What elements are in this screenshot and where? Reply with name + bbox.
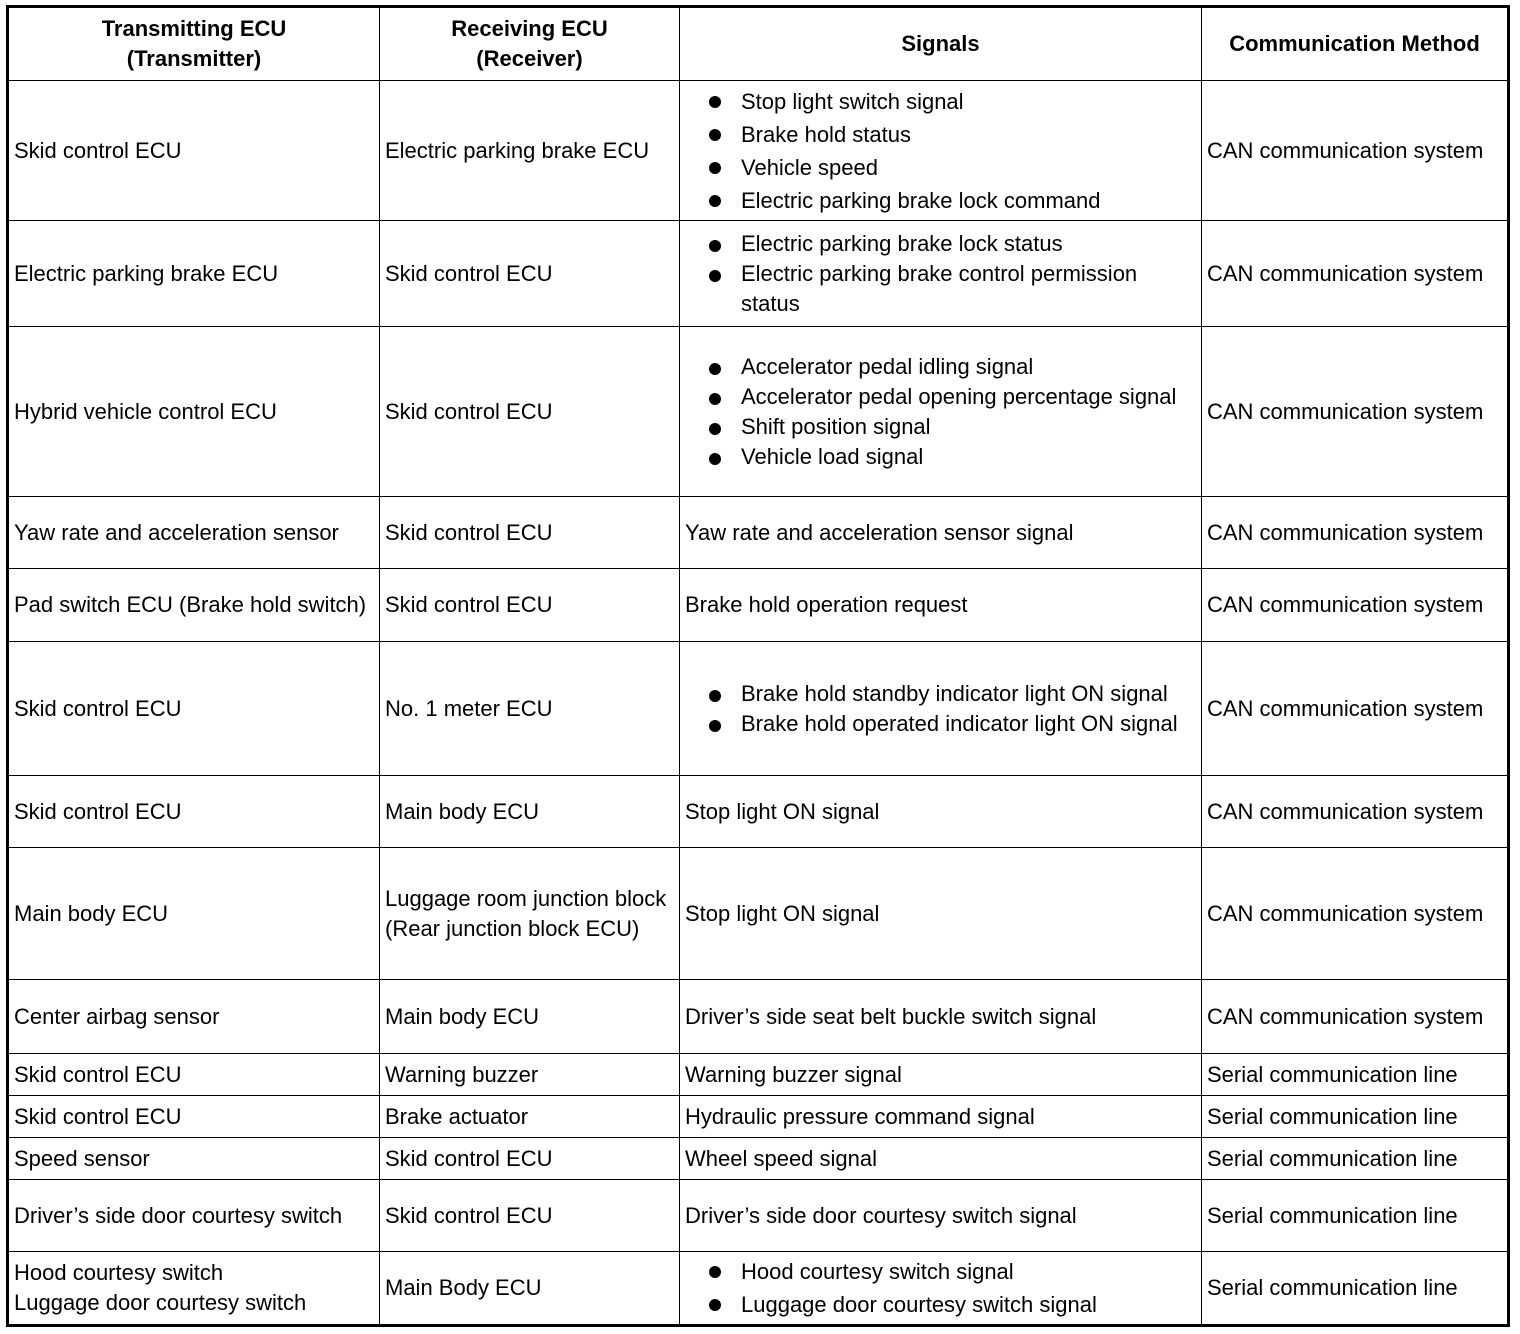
- signals-cell: Brake hold operation request: [680, 569, 1202, 642]
- receiver-cell: Skid control ECU: [380, 327, 680, 497]
- signal-item: Shift position signal: [707, 412, 1196, 442]
- signal-item: Brake hold standby indicator light ON signal: [707, 679, 1196, 709]
- receiver-cell: Brake actuator: [380, 1096, 680, 1138]
- method-cell: CAN communication system: [1202, 497, 1509, 569]
- method-cell: Serial communication line: [1202, 1054, 1509, 1096]
- header-transmitter-line: (Transmitter): [126, 46, 262, 71]
- header-transmitter-line: Transmitting ECU: [101, 16, 287, 41]
- table-row: [8, 1138, 1509, 1180]
- receiver-cell: Skid control ECU: [380, 221, 680, 327]
- method-cell: CAN communication system: [1202, 848, 1509, 980]
- table-row: [8, 980, 1509, 1054]
- transmitter-cell: Skid control ECU: [8, 1096, 380, 1138]
- table-row: [8, 642, 1509, 776]
- signal-item: Electric parking brake control permission status: [707, 259, 1196, 319]
- transmitter-cell: Main body ECU: [8, 848, 380, 980]
- method-cell: CAN communication system: [1202, 221, 1509, 327]
- transmitter-cell: [8, 1252, 380, 1326]
- signals-cell: [680, 642, 1202, 776]
- table-header-row: [8, 7, 1509, 81]
- signals-cell: [680, 327, 1202, 497]
- transmitter-cell: Electric parking brake ECU: [8, 221, 380, 327]
- table-row: [8, 221, 1509, 327]
- signal-list: [685, 679, 1196, 739]
- transmitter-cell: Skid control ECU: [8, 642, 380, 776]
- signals-cell: Yaw rate and acceleration sensor signal: [680, 497, 1202, 569]
- transmitter-cell: Speed sensor: [8, 1138, 380, 1180]
- signals-cell: Driver’s side seat belt buckle switch signal: [680, 980, 1202, 1054]
- header-receiver: [380, 7, 680, 81]
- table-row: [8, 327, 1509, 497]
- signal-list: [685, 352, 1196, 472]
- document-page: [6, 5, 1510, 1327]
- transmitter-cell: Skid control ECU: [8, 1054, 380, 1096]
- ecu-communication-table: [6, 5, 1510, 1327]
- method-cell: CAN communication system: [1202, 642, 1509, 776]
- signal-item: Brake hold operated indicator light ON signal: [707, 709, 1196, 739]
- method-cell: CAN communication system: [1202, 776, 1509, 848]
- signal-item: Electric parking brake lock status: [707, 229, 1196, 259]
- receiver-line: Luggage room junction block: [385, 885, 667, 911]
- signal-item: Brake hold status: [707, 118, 1196, 151]
- signal-list: [685, 1255, 1196, 1321]
- signal-item: Accelerator pedal idling signal: [707, 352, 1196, 382]
- receiver-cell: Warning buzzer: [380, 1054, 680, 1096]
- signal-item: Stop light switch signal: [707, 85, 1196, 118]
- transmitter-cell: Center airbag sensor: [8, 980, 380, 1054]
- method-cell: Serial communication line: [1202, 1252, 1509, 1326]
- header-receiver-line: Receiving ECU: [451, 16, 608, 41]
- method-cell: CAN communication system: [1202, 980, 1509, 1054]
- signal-item: Luggage door courtesy switch signal: [707, 1288, 1196, 1321]
- receiver-cell: Skid control ECU: [380, 497, 680, 569]
- table-row: [8, 1096, 1509, 1138]
- receiver-line: (Rear junction block ECU): [385, 915, 640, 941]
- signals-cell: Stop light ON signal: [680, 848, 1202, 980]
- signal-item: Vehicle speed: [707, 151, 1196, 184]
- signals-cell: Hydraulic pressure command signal: [680, 1096, 1202, 1138]
- method-cell: CAN communication system: [1202, 569, 1509, 642]
- transmitter-cell: Skid control ECU: [8, 776, 380, 848]
- receiver-cell: Main Body ECU: [380, 1252, 680, 1326]
- receiver-cell: Skid control ECU: [380, 1180, 680, 1252]
- transmitter-cell: Skid control ECU: [8, 81, 380, 221]
- signals-cell: [680, 81, 1202, 221]
- signal-item: Accelerator pedal opening percentage signal: [707, 382, 1196, 412]
- table-row: [8, 1252, 1509, 1326]
- receiver-cell: Skid control ECU: [380, 569, 680, 642]
- method-cell: CAN communication system: [1202, 327, 1509, 497]
- receiver-cell: Skid control ECU: [380, 1138, 680, 1180]
- signal-list: [685, 85, 1196, 217]
- receiver-cell: Electric parking brake ECU: [380, 81, 680, 221]
- table-row: [8, 1180, 1509, 1252]
- signals-cell: Stop light ON signal: [680, 776, 1202, 848]
- receiver-cell: No. 1 meter ECU: [380, 642, 680, 776]
- transmitter-cell: Driver’s side door courtesy switch: [8, 1180, 380, 1252]
- table-row: [8, 1054, 1509, 1096]
- table-row: [8, 848, 1509, 980]
- signals-cell: Warning buzzer signal: [680, 1054, 1202, 1096]
- method-cell: CAN communication system: [1202, 81, 1509, 221]
- table-row: [8, 81, 1509, 221]
- header-signals: Signals: [680, 7, 1202, 81]
- receiver-cell: [380, 848, 680, 980]
- signal-item: Hood courtesy switch signal: [707, 1255, 1196, 1288]
- method-cell: Serial communication line: [1202, 1138, 1509, 1180]
- signals-cell: [680, 221, 1202, 327]
- transmitter-line: Luggage door courtesy switch: [14, 1290, 307, 1315]
- signals-cell: Wheel speed signal: [680, 1138, 1202, 1180]
- signal-list: [685, 229, 1196, 319]
- header-method: Communication Method: [1202, 7, 1509, 81]
- signal-item: Electric parking brake lock command: [707, 184, 1196, 217]
- table-row: [8, 569, 1509, 642]
- transmitter-cell: Pad switch ECU (Brake hold switch): [8, 569, 380, 642]
- method-cell: Serial communication line: [1202, 1096, 1509, 1138]
- header-receiver-line: (Receiver): [476, 46, 583, 71]
- table-row: [8, 497, 1509, 569]
- receiver-cell: Main body ECU: [380, 980, 680, 1054]
- signals-cell: Driver’s side door courtesy switch signal: [680, 1180, 1202, 1252]
- transmitter-cell: Hybrid vehicle control ECU: [8, 327, 380, 497]
- transmitter-line: Hood courtesy switch: [14, 1260, 224, 1285]
- transmitter-cell: Yaw rate and acceleration sensor: [8, 497, 380, 569]
- signal-item: Vehicle load signal: [707, 442, 1196, 472]
- method-cell: Serial communication line: [1202, 1180, 1509, 1252]
- receiver-cell: Main body ECU: [380, 776, 680, 848]
- header-transmitter: [8, 7, 380, 81]
- table-row: [8, 776, 1509, 848]
- signals-cell: [680, 1252, 1202, 1326]
